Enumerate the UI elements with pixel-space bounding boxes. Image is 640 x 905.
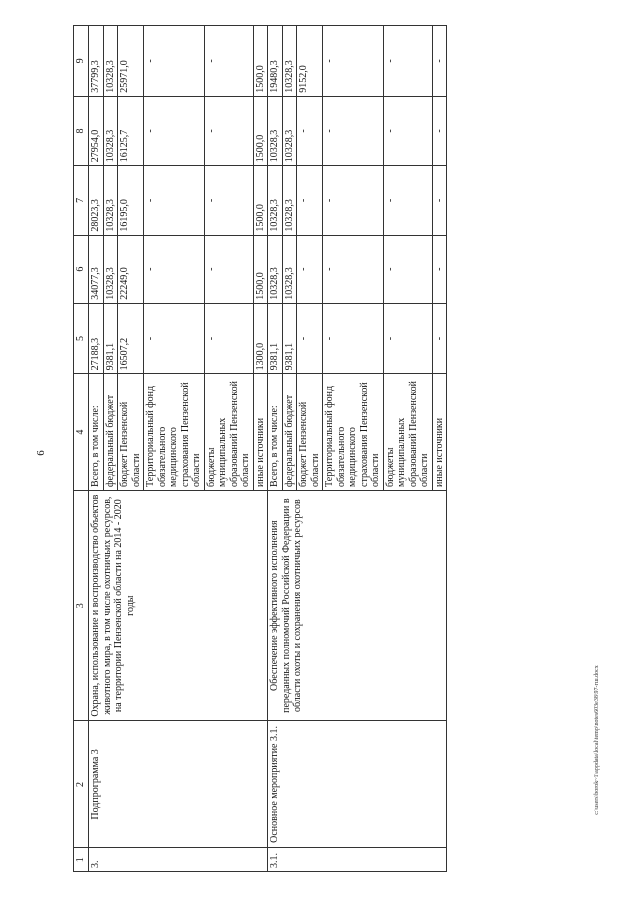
value-cell: - [432, 96, 447, 165]
value-cell: 9381,1 [103, 303, 118, 374]
value-cell: 1500,0 [253, 235, 268, 303]
rotated-table-container [73, 25, 565, 872]
funding-source: иные источники [253, 374, 268, 491]
value-cell: - [432, 166, 447, 235]
value-cell: 16195,0 [118, 166, 144, 235]
value-cell: - [432, 303, 447, 374]
column-number-row [74, 26, 89, 872]
value-cell: 27954,0 [89, 96, 104, 165]
value-cell: 10328,3 [103, 26, 118, 97]
value-cell: 10328,3 [268, 166, 283, 235]
value-cell: - [383, 26, 432, 97]
value-cell: 16125,7 [118, 96, 144, 165]
value-cell: 10328,3 [103, 166, 118, 235]
value-cell: 1500,0 [253, 166, 268, 235]
value-cell: - [144, 303, 205, 374]
value-cell: - [323, 26, 384, 97]
value-cell: - [204, 235, 253, 303]
value-cell: 37799,3 [89, 26, 104, 97]
table-row [268, 26, 283, 872]
value-cell: - [323, 96, 384, 165]
budget-table [73, 25, 447, 872]
value-cell: 10328,3 [282, 26, 297, 97]
value-cell: 1500,0 [253, 26, 268, 97]
value-cell: - [204, 26, 253, 97]
column-header: 8 [74, 96, 89, 165]
column-header: 7 [74, 166, 89, 235]
value-cell: - [144, 26, 205, 97]
value-cell: 9152,0 [297, 26, 323, 97]
value-cell: 28023,3 [89, 166, 104, 235]
program-description: Охрана, использование и воспроизводство объектов животного мира, в том числе охотничьих ресурсов, на территории Пензенской области на 2014 - 2020 годы [89, 490, 268, 720]
program-description: Обеспечение эффективного исполнения переданных полномочий Российской Федерации в области охоты и сохранения охотничьих ресурсов [268, 490, 447, 720]
value-cell: - [297, 235, 323, 303]
funding-source: бюджет Пензенской области [118, 374, 144, 491]
funding-source: бюджет Пензенской области [297, 374, 323, 491]
funding-source: бюджеты муниципальных образований Пензенской области [383, 374, 432, 491]
funding-source: Всего, в том числе: [268, 374, 283, 491]
value-cell: - [323, 166, 384, 235]
value-cell: 22249,0 [118, 235, 144, 303]
value-cell: 10328,3 [268, 235, 283, 303]
row-number: 3.1. [268, 848, 447, 872]
funding-source: Всего, в том числе: [89, 374, 104, 491]
value-cell: - [323, 303, 384, 374]
value-cell: 9381,1 [268, 303, 283, 374]
value-cell: 25971,0 [118, 26, 144, 97]
value-cell: - [383, 166, 432, 235]
value-cell: - [144, 235, 205, 303]
value-cell: - [204, 303, 253, 374]
value-cell: 19480,3 [268, 26, 283, 97]
row-number: 3. [89, 848, 268, 872]
funding-source: иные источники [432, 374, 447, 491]
funding-source: Территориальный фонд обязательного медицинского страхования Пензенской области [144, 374, 205, 491]
value-cell: - [297, 303, 323, 374]
funding-source: бюджеты муниципальных образований Пензенской области [204, 374, 253, 491]
column-header: 5 [74, 303, 89, 374]
column-header: 4 [74, 374, 89, 491]
value-cell: - [323, 235, 384, 303]
value-cell: 10328,3 [282, 166, 297, 235]
value-cell: 16507,2 [118, 303, 144, 374]
value-cell: 9381,1 [282, 303, 297, 374]
column-header: 3 [74, 490, 89, 720]
funding-source: федеральный бюджет [103, 374, 118, 491]
value-cell: 27188,3 [89, 303, 104, 374]
value-cell: - [144, 96, 205, 165]
value-cell: - [204, 166, 253, 235]
funding-source: Территориальный фонд обязательного медицинского страхования Пензенской области [323, 374, 384, 491]
value-cell: - [432, 26, 447, 97]
column-header: 1 [74, 848, 89, 872]
value-cell: 10328,3 [282, 96, 297, 165]
column-header: 6 [74, 235, 89, 303]
value-cell: 10328,3 [103, 235, 118, 303]
value-cell: - [432, 235, 447, 303]
column-header: 2 [74, 721, 89, 848]
value-cell: - [383, 96, 432, 165]
value-cell: 10328,3 [268, 96, 283, 165]
value-cell: 1500,0 [253, 96, 268, 165]
value-cell: - [383, 235, 432, 303]
value-cell: - [144, 166, 205, 235]
value-cell: 34077,3 [89, 235, 104, 303]
table-row [89, 26, 104, 872]
program-name: Подпрограмма 3 [89, 721, 268, 848]
value-cell: 1300,0 [253, 303, 268, 374]
value-cell: 10328,3 [103, 96, 118, 165]
value-cell: 10328,3 [282, 235, 297, 303]
program-name: Основное мероприятие 3.1. [268, 721, 447, 848]
value-cell: - [383, 303, 432, 374]
footer-file-path: c:\users\borok~1\appdata\local\temp\notes603e38\97-гш.docx [594, 665, 600, 815]
value-cell: - [204, 96, 253, 165]
column-header: 9 [74, 26, 89, 97]
value-cell: - [297, 96, 323, 165]
value-cell: - [297, 166, 323, 235]
table-region [73, 25, 565, 872]
funding-source: федеральный бюджет [282, 374, 297, 491]
page-number: 6 [35, 450, 47, 456]
